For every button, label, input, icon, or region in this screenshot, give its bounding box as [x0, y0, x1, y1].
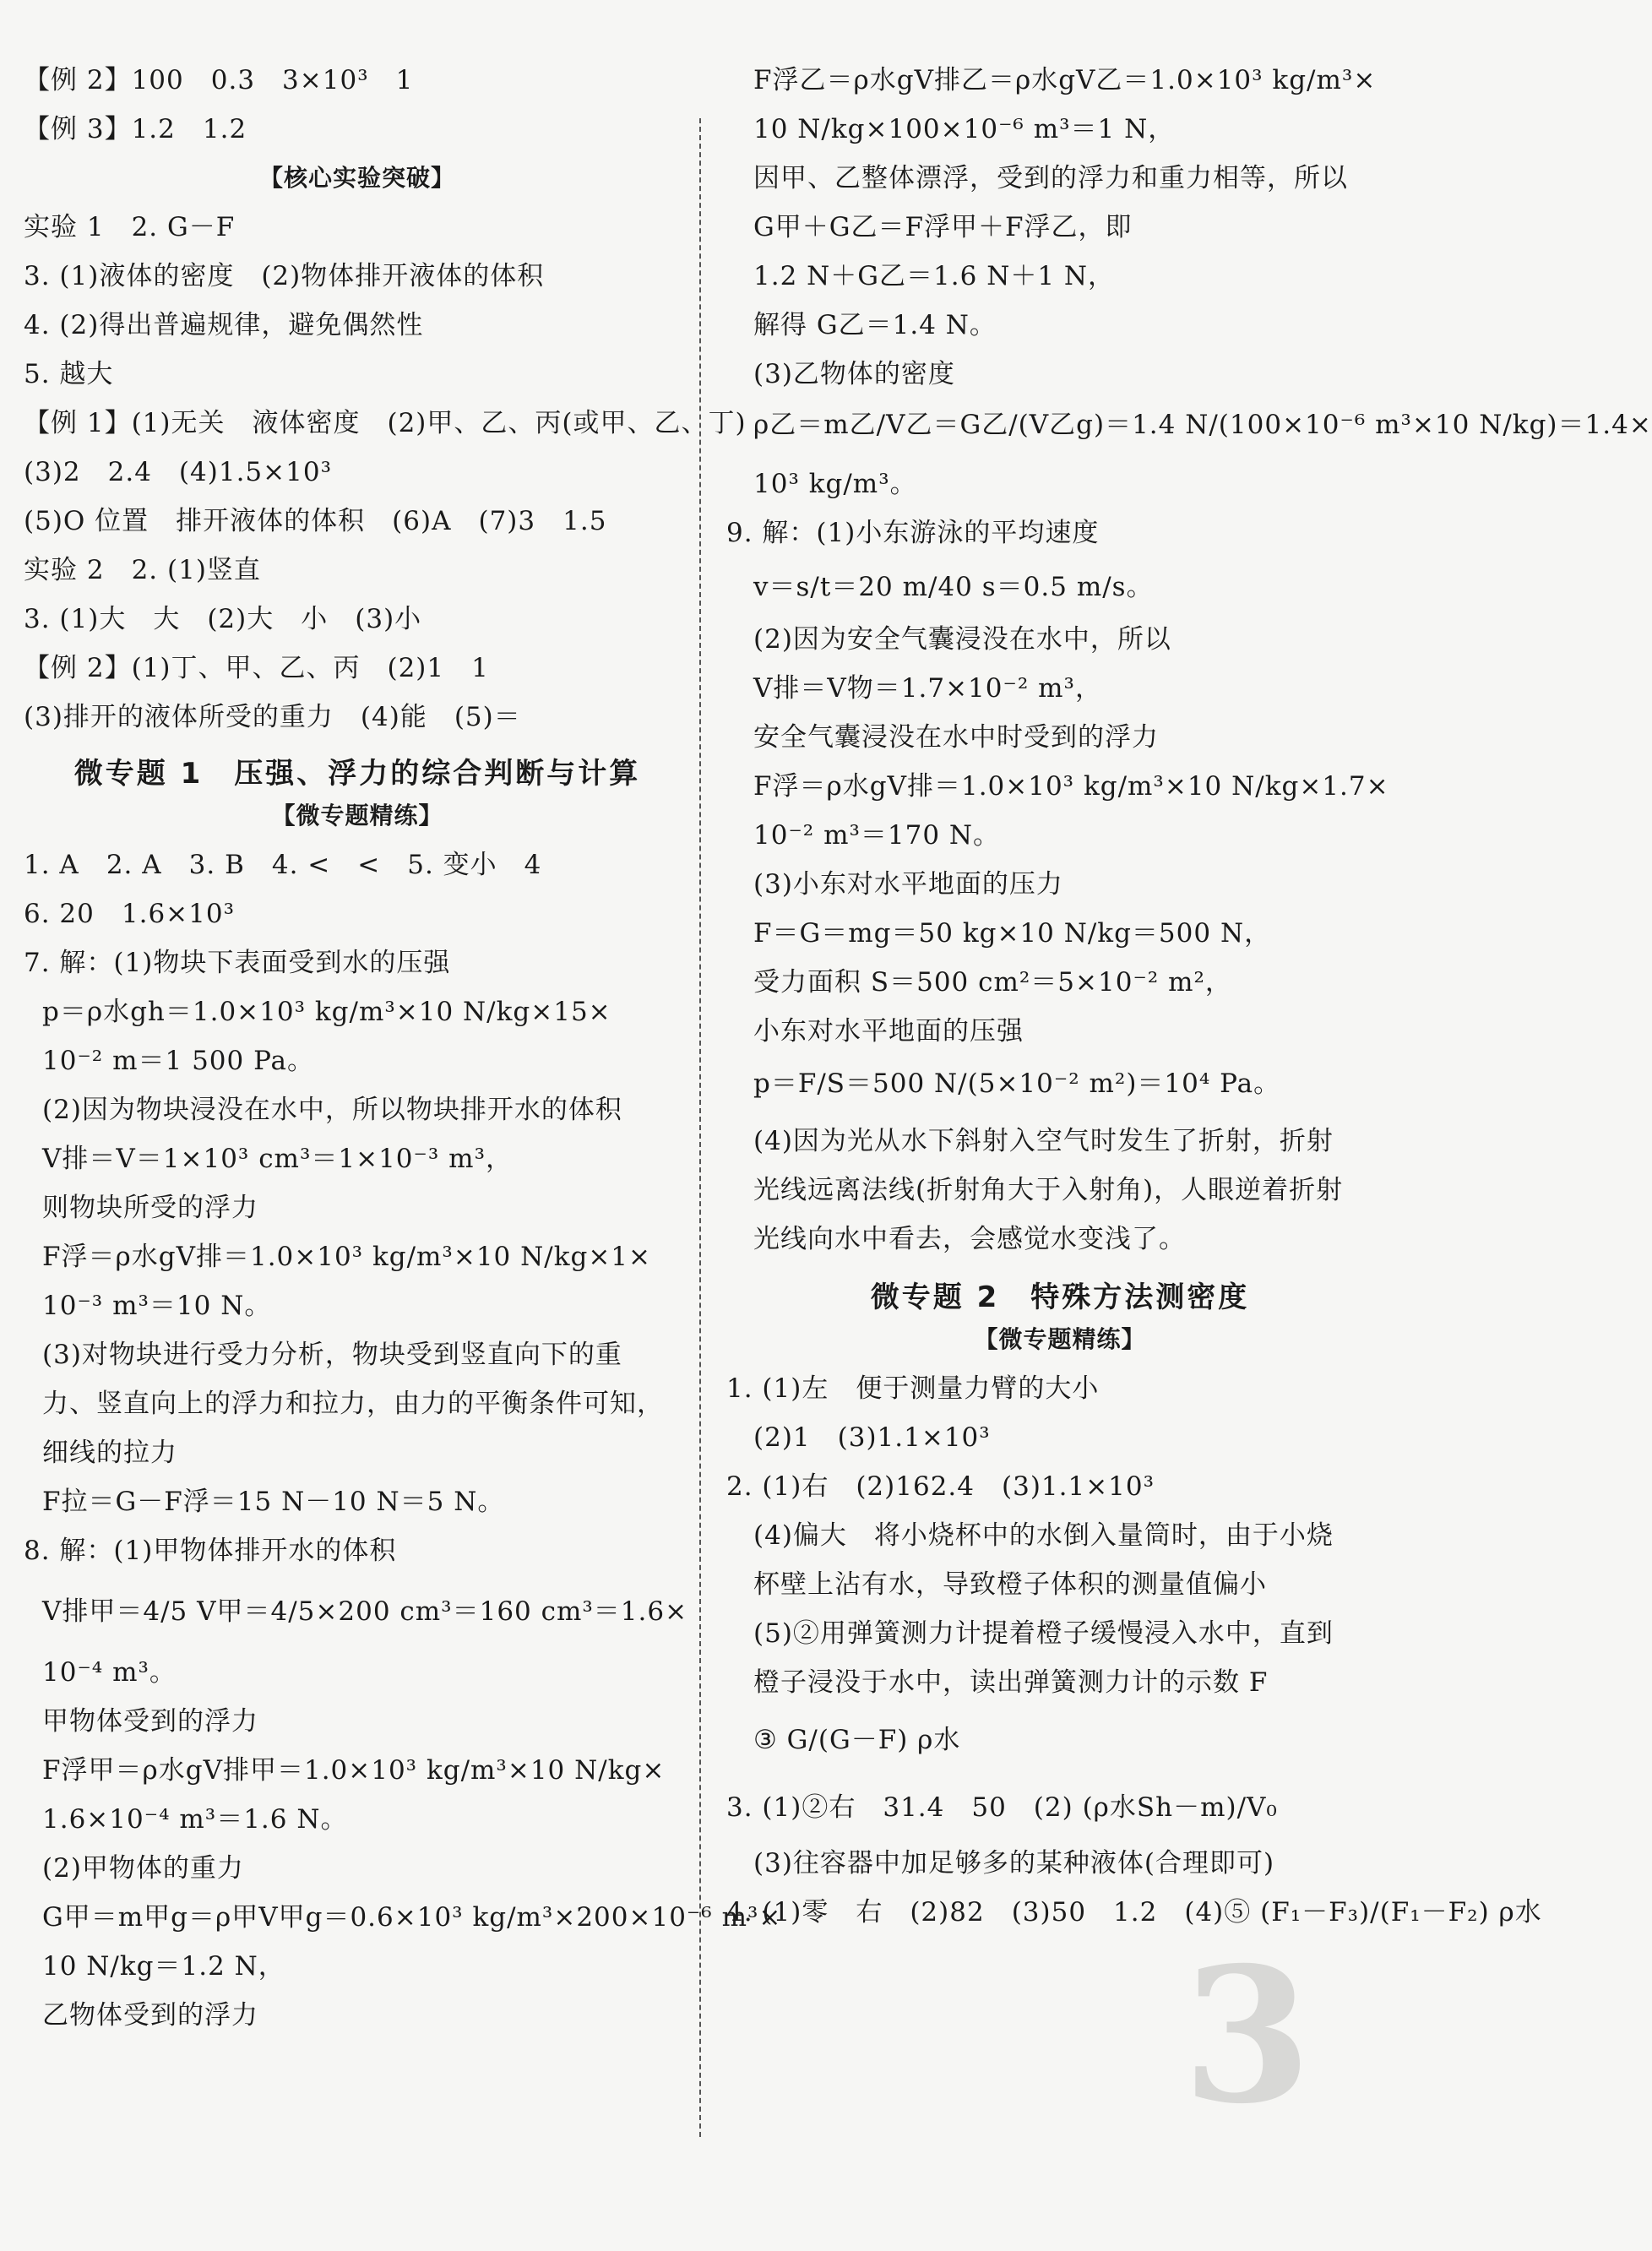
left-line-29: F拉＝G－F浮＝15 N－10 N＝5 N。: [42, 1487, 505, 1517]
page-number: 3: [1182, 1926, 1312, 2145]
right-line-4: 1.2 N＋G乙＝1.6 N＋1 N，: [753, 261, 1116, 291]
left-line-3: 实验 1 2. G－F: [24, 212, 236, 242]
left-line-16: 1. A 2. A 3. B 4. < < 5. 变小 4: [24, 850, 542, 880]
right-line-11: (2)因为安全气囊浸没在水中，所以: [753, 624, 1171, 655]
right-line-3: G甲＋G乙＝F浮甲＋F浮乙，即: [753, 212, 1133, 242]
left-line-12: 【例 2】(1)丁、甲、乙、丙 (2)1 1: [24, 653, 489, 683]
right-line-19: 小东对水平地面的压强: [753, 1016, 1024, 1047]
left-line-10: 实验 2 2. (1)竖直: [24, 555, 261, 585]
right-line-2: 因甲、乙整体漂浮，受到的浮力和重力相等，所以: [753, 163, 1348, 193]
right-line-16: (3)小东对水平地面的压力: [753, 869, 1063, 900]
right-line-26: 1. (1)左 便于测量力臂的大小: [726, 1373, 1100, 1404]
left-line-4: 3. (1)液体的密度 (2)物体排开液体的体积: [24, 261, 545, 291]
left-line-24: F浮＝ρ水gV排＝1.0×10³ kg/m³×10 N/kg×1×: [42, 1242, 652, 1272]
right-line-32: 橙子浸没于水中，读出弹簧测力计的示数 F: [753, 1667, 1269, 1698]
right-line-12: V排＝V物＝1.7×10⁻² m³，: [753, 673, 1102, 704]
left-line-31: V排甲＝4/5 V甲＝4/5×200 cm³＝160 cm³＝1.6×: [42, 1596, 688, 1627]
left-line-21: (2)因为物块浸没在水中，所以物块排开水的体积: [42, 1095, 622, 1125]
right-line-31: (5)②用弹簧测力计提着橙子缓慢浸入水中，直到: [753, 1618, 1334, 1649]
left-line-1: 【例 3】1.2 1.2: [24, 114, 247, 144]
left-line-23: 则物块所受的浮力: [42, 1193, 258, 1223]
left-line-19: p＝ρ水gh＝1.0×10³ kg/m³×10 N/kg×15×: [42, 997, 611, 1027]
left-line-35: 1.6×10⁻⁴ m³＝1.6 N。: [42, 1804, 348, 1835]
right-line-27: (2)1 (3)1.1×10³: [753, 1422, 991, 1453]
right-line-5: 解得 G乙＝1.4 N。: [753, 310, 997, 340]
right-line-9: 9. 解：(1)小东游泳的平均速度: [726, 518, 1100, 548]
right-line-36: 4. (1)零 右 (2)82 (3)50 1.2 (4)⑤ (F₁－F₃)/(F₁－F₂) ρ水: [726, 1897, 1542, 1927]
right-line-25: 【微专题精练】: [974, 1325, 1146, 1353]
right-line-34: 3. (1)②右 31.4 50 (2) (ρ水Sh－m)/V₀: [726, 1792, 1278, 1823]
right-line-10: v＝s/t＝20 m/40 s＝0.5 m/s。: [753, 572, 1154, 602]
right-line-1: 10 N/kg×100×10⁻⁶ m³＝1 N，: [753, 114, 1176, 144]
left-line-38: 10 N/kg＝1.2 N，: [42, 1951, 285, 1982]
left-line-5: 4. (2)得出普遍规律，避免偶然性: [24, 310, 424, 340]
left-line-9: (5)O 位置 排开液体的体积 (6)A (7)3 1.5: [24, 506, 607, 536]
right-line-17: F＝G＝mg＝50 kg×10 N/kg＝500 N，: [753, 918, 1272, 949]
left-line-32: 10⁻⁴ m³。: [42, 1657, 177, 1688]
right-line-8: 10³ kg/m³。: [753, 469, 917, 499]
right-line-24: 微专题 2 特殊方法测密度: [870, 1280, 1250, 1314]
right-line-15: 10⁻² m³＝170 N。: [753, 820, 1001, 851]
left-line-28: 细线的拉力: [42, 1438, 177, 1468]
left-line-6: 5. 越大: [24, 359, 114, 389]
left-line-27: 力、竖直向上的浮力和拉力，由力的平衡条件可知，: [42, 1389, 664, 1419]
right-line-13: 安全气囊浸没在水中时受到的浮力: [753, 722, 1159, 753]
left-line-14: 微专题 1 压强、浮力的综合判断与计算: [73, 757, 641, 791]
left-line-2: 【核心实验突破】: [258, 164, 455, 192]
left-line-20: 10⁻² m＝1 500 Pa。: [42, 1046, 315, 1076]
left-line-11: 3. (1)大 大 (2)大 小 (3)小: [24, 604, 422, 634]
left-line-37: G甲＝m甲g＝ρ甲V甲g＝0.6×10³ kg/m³×200×10⁻⁶ m³×: [42, 1902, 782, 1933]
left-line-18: 7. 解：(1)物块下表面受到水的压强: [24, 948, 451, 978]
right-line-6: (3)乙物体的密度: [753, 359, 955, 389]
right-line-7: ρ乙＝m乙/V乙＝G乙/(V乙g)＝1.4 N/(100×10⁻⁶ m³×10 N/kg)＝1.4×: [753, 410, 1652, 440]
left-line-34: F浮甲＝ρ水gV排甲＝1.0×10³ kg/m³×10 N/kg×: [42, 1755, 666, 1786]
left-line-0: 【例 2】100 0.3 3×10³ 1: [24, 65, 414, 95]
right-line-29: (4)偏大 将小烧杯中的水倒入量筒时，由于小烧: [753, 1520, 1334, 1551]
left-line-13: (3)排开的液体所受的重力 (4)能 (5)＝: [24, 702, 521, 732]
right-line-18: 受力面积 S＝500 cm²＝5×10⁻² m²，: [753, 967, 1232, 998]
left-line-7: 【例 1】(1)无关 液体密度 (2)甲、乙、丙(或甲、乙、丁): [24, 408, 747, 438]
right-line-30: 杯壁上沾有水，导致橙子体积的测量值偏小: [753, 1569, 1267, 1600]
left-line-17: 6. 20 1.6×10³: [24, 899, 236, 929]
left-line-36: (2)甲物体的重力: [42, 1853, 244, 1884]
left-line-26: (3)对物块进行受力分析，物块受到竖直向下的重: [42, 1340, 622, 1370]
right-line-35: (3)往容器中加足够多的某种液体(合理即可): [753, 1848, 1275, 1879]
left-line-33: 甲物体受到的浮力: [42, 1706, 258, 1737]
left-line-30: 8. 解：(1)甲物体排开水的体积: [24, 1536, 397, 1566]
right-line-28: 2. (1)右 (2)162.4 (3)1.1×10³: [726, 1471, 1155, 1502]
right-line-33: ③ G/(G－F) ρ水: [753, 1725, 961, 1755]
right-line-21: (4)因为光从水下斜射入空气时发生了折射，折射: [753, 1126, 1334, 1156]
left-line-39: 乙物体受到的浮力: [42, 2000, 258, 2031]
right-line-22: 光线远离法线(折射角大于入射角)，人眼逆着折射: [753, 1175, 1344, 1205]
left-line-25: 10⁻³ m³＝10 N。: [42, 1291, 272, 1321]
left-line-22: V排＝V＝1×10³ cm³＝1×10⁻³ m³，: [42, 1144, 513, 1174]
right-line-0: F浮乙＝ρ水gV排乙＝ρ水gV乙＝1.0×10³ kg/m³×: [753, 65, 1377, 95]
left-line-15: 【微专题精练】: [271, 802, 443, 829]
right-line-20: p＝F/S＝500 N/(5×10⁻² m²)＝10⁴ Pa。: [753, 1068, 1281, 1099]
right-line-14: F浮＝ρ水gV排＝1.0×10³ kg/m³×10 N/kg×1.7×: [753, 771, 1389, 802]
right-line-23: 光线向水中看去，会感觉水变浅了。: [753, 1224, 1186, 1254]
left-line-8: (3)2 2.4 (4)1.5×10³: [24, 457, 332, 487]
